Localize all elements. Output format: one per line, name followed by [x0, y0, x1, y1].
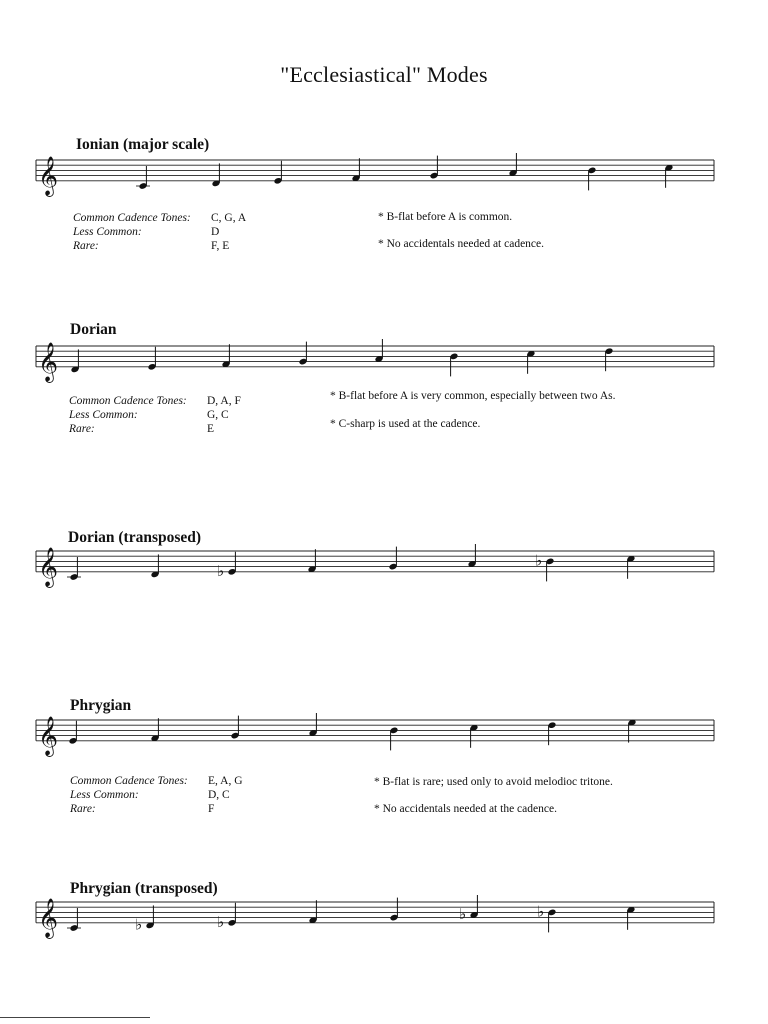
- cadence-value: D: [211, 226, 220, 238]
- treble-clef-icon: 𝄞: [38, 546, 59, 587]
- page-title: "Ecclesiastical" Modes: [280, 62, 488, 87]
- cadence-label: Rare:: [69, 423, 95, 435]
- note: [136, 166, 150, 190]
- cadence-label: Common Cadence Tones:: [69, 395, 187, 407]
- note: [450, 353, 459, 377]
- mode-heading-ionian: Ionian (major scale): [76, 136, 210, 153]
- mode-heading-dorian-transposed: Dorian (transposed): [68, 529, 202, 546]
- treble-clef-icon: 𝄞: [38, 897, 59, 938]
- note: [231, 716, 240, 740]
- cadence-value: G, C: [207, 409, 229, 421]
- cadence-value: E: [207, 423, 215, 435]
- note: [274, 161, 283, 185]
- footer-rule: [0, 1017, 150, 1018]
- flat-icon: ♭: [537, 902, 545, 921]
- cadence-value: F, E: [211, 240, 230, 252]
- note: [459, 895, 478, 923]
- note: [588, 167, 597, 191]
- note: [605, 347, 614, 371]
- cadence-label: Less Common:: [73, 226, 142, 238]
- note-text: * No accidentals needed at the cadence.: [374, 803, 557, 815]
- flat-icon: ♭: [535, 551, 543, 570]
- cadence-label: Rare:: [70, 803, 96, 815]
- note: [69, 721, 78, 745]
- note-text: * C-sharp is used at the cadence.: [330, 418, 481, 430]
- staff-4: [36, 895, 714, 939]
- flat-icon: ♭: [217, 561, 225, 580]
- cadence-value: E, A, G: [208, 775, 243, 787]
- treble-clef-icon: 𝄞: [38, 341, 59, 382]
- cadence-label: Less Common:: [69, 409, 138, 421]
- note: [389, 547, 398, 571]
- cadence-label: Rare:: [73, 240, 99, 252]
- note-text: * B-flat before A is very common, especially between two As.: [330, 390, 616, 402]
- note: [67, 557, 81, 581]
- note: [548, 721, 557, 745]
- staff-3: [36, 713, 714, 757]
- cadence-table-phrygian: [70, 774, 243, 816]
- treble-clef-icon: 𝄞: [38, 155, 59, 196]
- note: [390, 727, 399, 751]
- cadence-table-ionian: [73, 211, 246, 253]
- mode-heading-phrygian-transposed: Phrygian (transposed): [70, 880, 218, 897]
- note: [390, 898, 399, 922]
- cadence-value: D, A, F: [207, 395, 241, 407]
- cadence-label: Common Cadence Tones:: [73, 212, 191, 224]
- cadence-table-dorian: [69, 394, 241, 436]
- note: [135, 905, 154, 933]
- mode-heading-dorian: Dorian: [70, 321, 117, 338]
- cadence-value: C, G, A: [211, 212, 247, 224]
- staff-1: [36, 339, 714, 383]
- staff-0: [36, 153, 714, 197]
- cadence-value: D, C: [208, 789, 230, 801]
- mode-heading-phrygian: Phrygian: [70, 697, 132, 714]
- note: [430, 156, 439, 180]
- note: [67, 908, 81, 932]
- note-text: * B-flat is rare; used only to avoid melodioc tritone.: [374, 776, 613, 788]
- treble-clef-icon: 𝄞: [38, 715, 59, 756]
- cadence-label: Less Common:: [70, 789, 139, 801]
- flat-icon: ♭: [217, 912, 225, 931]
- flat-icon: ♭: [459, 905, 467, 923]
- note: [148, 347, 157, 371]
- note-text: * No accidentals needed at cadence.: [378, 238, 545, 250]
- staff-2: [36, 544, 714, 588]
- cadence-value: F: [208, 803, 215, 815]
- note: [299, 342, 308, 366]
- cadence-label: Common Cadence Tones:: [70, 775, 188, 787]
- note-text: * B-flat before A is common.: [378, 211, 513, 223]
- flat-icon: ♭: [135, 915, 143, 934]
